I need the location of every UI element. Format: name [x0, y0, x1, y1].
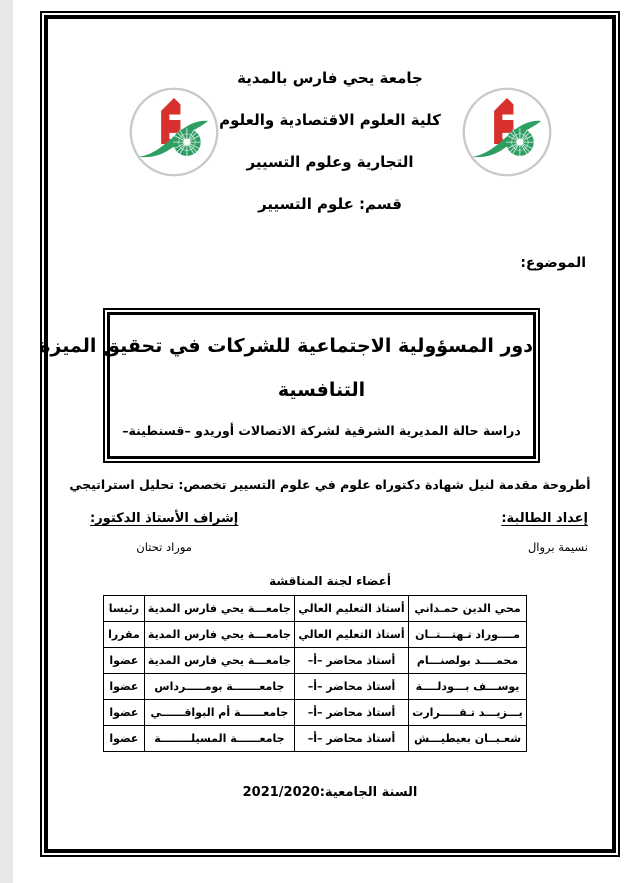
- member-name: محي الدين حمـداني: [409, 596, 527, 622]
- academic-year: السنة الجامعية:2021/2020: [242, 785, 418, 800]
- member-name: يـــزيـــد تـقـــــرارت: [409, 700, 527, 726]
- member-role: مقررا: [104, 622, 145, 648]
- page-border-frame: [40, 11, 620, 857]
- member-university: جامعـــــــة بومـــــرداس: [144, 674, 294, 700]
- member-university: جامعـــة يحي فارس المدية: [144, 596, 294, 622]
- student-name: نسيمة بروال: [527, 540, 588, 554]
- member-rank: أستاذ محاضر –أ–: [294, 726, 408, 752]
- member-university: جامعــــــة المسيلــــــــة: [144, 726, 294, 752]
- member-role: عضوا: [104, 648, 145, 674]
- thesis-title-line1: دور المسؤولية الاجتماعية للشركات في تحقيق الميزة: [39, 335, 533, 357]
- member-role: عضوا: [104, 726, 145, 752]
- university-name: جامعة يحي فارس بالمدية: [237, 69, 423, 87]
- committee-row: [104, 700, 527, 726]
- member-name: يوســـف بـــودلــــة: [409, 674, 527, 700]
- page-content: [39, 15, 616, 853]
- supervisor-block: [90, 511, 238, 554]
- thesis-title-box: [39, 308, 540, 463]
- member-university: جامعـــة يحي فارس المدية: [144, 622, 294, 648]
- university-logo-icon: [461, 86, 553, 178]
- thesis-subtitle: دراسة حالة المديرية الشرقية لشركة الاتصالات أوريدو –قسنطينة–: [122, 423, 521, 438]
- member-name: شعـبــان بعيطيـــش: [409, 726, 527, 752]
- prepared-by-block: [501, 511, 588, 554]
- member-role: رئيسا: [104, 596, 145, 622]
- university-logo-icon: [128, 86, 220, 178]
- thesis-statement: أطروحة مقدمة لنيل شهادة دكتوراه علوم في علوم التسيير تخصص: تحليل استراتيجي: [69, 477, 591, 492]
- member-role: عضوا: [104, 674, 145, 700]
- committee-table: [103, 595, 527, 752]
- left-gutter-strip: [0, 0, 13, 883]
- committee-row: [104, 596, 527, 622]
- member-name: محمــــد بولصنـــام: [409, 648, 527, 674]
- member-university: جامعـــة يحي فارس المدية: [144, 648, 294, 674]
- supervisor-label: إشراف الأستاذ الدكتور:: [90, 511, 239, 526]
- member-rank: أستاذ محاضر –أ–: [294, 700, 408, 726]
- member-university: جامعــــــة أم البواقــــــي: [144, 700, 294, 726]
- member-rank: أستاذ محاضر –أ–: [294, 674, 408, 700]
- prepared-by-label: إعداد الطالبة:: [501, 511, 588, 526]
- member-rank: أستاذ محاضر –أ–: [294, 648, 408, 674]
- member-rank: أستاذ التعليم العالي: [294, 596, 408, 622]
- committee-row: [104, 726, 527, 752]
- member-rank: أستاذ التعليم العالي: [294, 622, 408, 648]
- subject-label: الموضوع:: [520, 255, 586, 271]
- supervisor-name: موراد تحتان: [136, 540, 192, 554]
- department-name: قسم: علوم التسيير: [258, 195, 402, 213]
- committee-row: [104, 674, 527, 700]
- committee-title: أعضاء لجنة المناقشة: [269, 574, 391, 588]
- faculty-name-line1: كلية العلوم الاقتصادية والعلوم: [219, 111, 441, 129]
- committee-row: [104, 622, 527, 648]
- member-role: عضوا: [104, 700, 145, 726]
- thesis-title-line2: التنافسية: [277, 379, 366, 401]
- member-name: مــــوراد تـهتـــتــان: [409, 622, 527, 648]
- faculty-name-line2: التجارية وعلوم التسيير: [246, 153, 414, 171]
- committee-row: [104, 648, 527, 674]
- thesis-title-box-inner: [39, 312, 536, 459]
